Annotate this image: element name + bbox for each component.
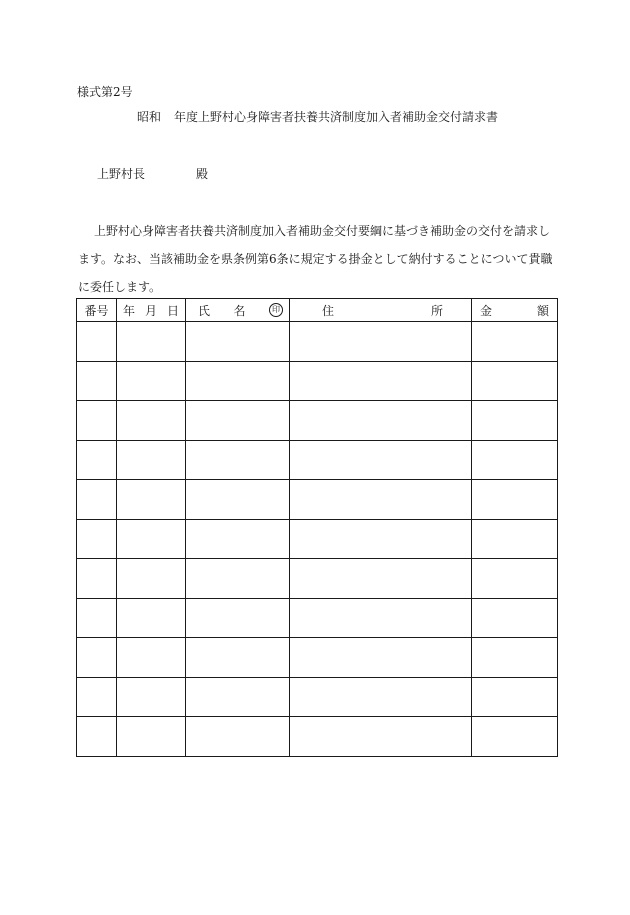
table-row [77,717,558,757]
date-cell[interactable] [117,322,186,362]
address-cell[interactable] [290,598,472,638]
document-title [137,108,498,125]
name-cell[interactable] [186,480,290,520]
header-address-2: 所 [430,303,443,318]
body-line-3: に委任します。 [78,280,162,294]
name-cell[interactable] [186,361,290,401]
amount-cell[interactable] [472,717,558,757]
honorific: 殿 [196,167,209,181]
amount-cell[interactable] [472,440,558,480]
table-body [77,322,558,757]
address-cell[interactable] [290,638,472,678]
table-row [77,638,558,678]
table-row [77,440,558,480]
date-cell[interactable] [117,440,186,480]
amount-cell[interactable] [472,677,558,717]
amount-cell[interactable] [472,480,558,520]
header-name-2: 名 [233,303,246,318]
name-cell[interactable] [186,440,290,480]
table-row [77,322,558,362]
address-cell[interactable] [290,677,472,717]
number-cell[interactable] [77,361,117,401]
header-date-year: 年 [123,303,136,318]
date-cell[interactable] [117,677,186,717]
header-name-1: 氏 [198,303,211,318]
number-cell[interactable] [77,480,117,520]
form-number: 様式第2号 [77,85,133,99]
amount-cell[interactable] [472,638,558,678]
body-line-1: 上野村心身障害者扶養共済制度加入者補助金交付要綱に基づき補助金の交付を請求し [94,224,551,238]
address-cell[interactable] [290,519,472,559]
table-row [77,677,558,717]
body-line-2: ます。なお、当該補助金を県条例第6条に規定する掛金として納付することについて貴職 [78,252,553,266]
amount-cell[interactable] [472,598,558,638]
table-row [77,559,558,599]
address-cell[interactable] [290,401,472,441]
number-cell[interactable] [77,519,117,559]
number-cell[interactable] [77,401,117,441]
date-cell[interactable] [117,361,186,401]
address-cell[interactable] [290,717,472,757]
address-cell[interactable] [290,322,472,362]
table-row [77,401,558,441]
header-amount [472,299,558,322]
table-header-row [77,299,558,322]
number-cell[interactable] [77,322,117,362]
header-amount-1: 金 [480,303,493,318]
table-row [77,361,558,401]
name-cell[interactable] [186,677,290,717]
name-cell[interactable] [186,559,290,599]
date-cell[interactable] [117,598,186,638]
number-cell[interactable] [77,717,117,757]
header-number: 番号 [77,299,117,322]
number-cell[interactable] [77,598,117,638]
header-amount-2: 額 [536,303,549,318]
address-cell[interactable] [290,440,472,480]
amount-cell[interactable] [472,401,558,441]
addressee: 上野村長 [97,167,146,181]
title-text: 年度上野村心身障害者扶養共済制度加入者補助金交付請求書 [174,110,499,124]
address-cell[interactable] [290,361,472,401]
number-cell[interactable] [77,559,117,599]
table-row [77,480,558,520]
date-cell[interactable] [117,717,186,757]
name-cell[interactable] [186,598,290,638]
number-cell[interactable] [77,677,117,717]
seal-icon: 印 [269,303,283,317]
table-row [77,519,558,559]
date-cell[interactable] [117,519,186,559]
number-cell[interactable] [77,440,117,480]
amount-cell[interactable] [472,519,558,559]
date-cell[interactable] [117,559,186,599]
header-name [186,299,290,322]
amount-cell[interactable] [472,559,558,599]
claim-table [76,298,558,757]
title-era: 昭和 [137,110,162,124]
name-cell[interactable] [186,638,290,678]
header-address-1: 住 [322,303,335,318]
header-date-month: 月 [144,303,157,318]
name-cell[interactable] [186,519,290,559]
name-cell[interactable] [186,717,290,757]
header-date-day: 日 [166,303,179,318]
name-cell[interactable] [186,401,290,441]
address-cell[interactable] [290,480,472,520]
amount-cell[interactable] [472,361,558,401]
amount-cell[interactable] [472,322,558,362]
header-address [290,299,472,322]
address-cell[interactable] [290,559,472,599]
date-cell[interactable] [117,480,186,520]
number-cell[interactable] [77,638,117,678]
date-cell[interactable] [117,638,186,678]
date-cell[interactable] [117,401,186,441]
table-row [77,598,558,638]
name-cell[interactable] [186,322,290,362]
header-date [117,299,186,322]
